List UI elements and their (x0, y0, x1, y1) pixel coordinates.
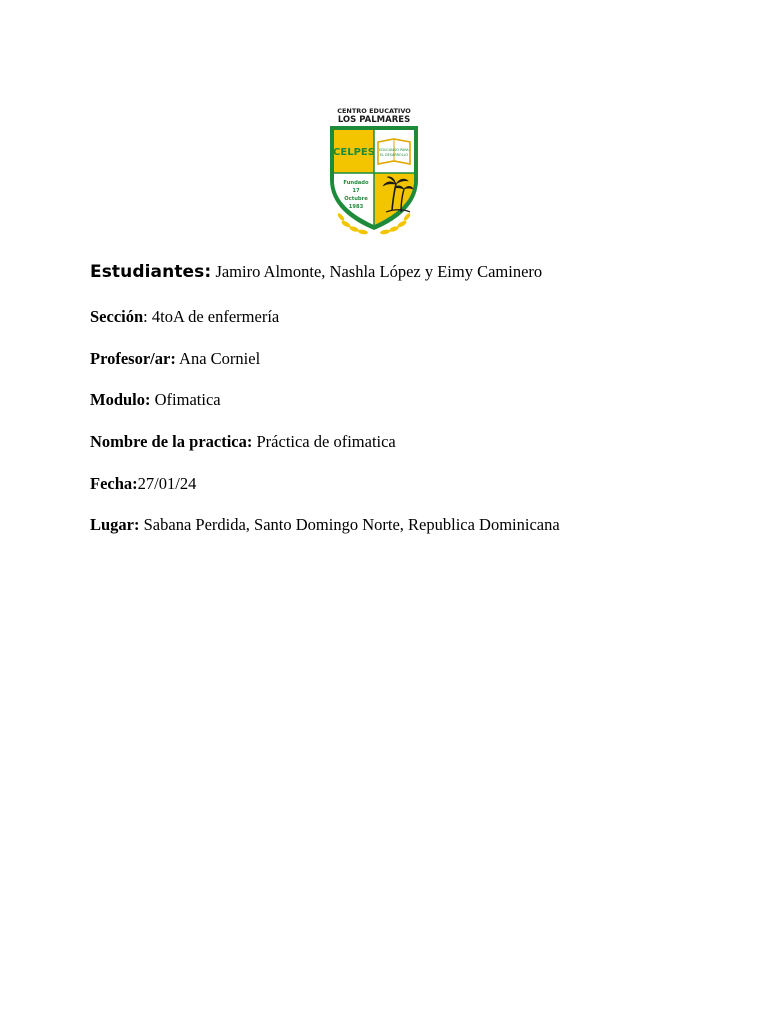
school-logo (306, 92, 442, 238)
field-label: Sección (90, 307, 144, 326)
field-value: Ofimatica (150, 390, 221, 409)
field-value: : 4toA de enfermería (143, 307, 280, 326)
field-lugar (90, 514, 560, 536)
field-label: Nombre de la practica: (90, 432, 253, 451)
field-label: Estudiantes: (90, 262, 212, 282)
field-modulo (90, 389, 221, 411)
field-profesor (90, 348, 260, 370)
logo-top-text: CENTRO EDUCATIVO (337, 107, 411, 115)
book-text-line2: EL DESARROLLO (379, 153, 409, 157)
field-label: Lugar: (90, 515, 140, 534)
field-value: Ana Corniel (175, 349, 261, 368)
field-label: Modulo: (90, 390, 151, 409)
field-nombre-practica (90, 431, 396, 453)
field-value: Práctica de ofimatica (252, 432, 396, 451)
field-value: Sabana Perdida, Santo Domingo Norte, Republica Dominicana (139, 515, 560, 534)
field-value: 27/01/24 (137, 474, 197, 493)
field-seccion (90, 306, 279, 328)
logo-acronym: CELPES (333, 147, 375, 158)
field-label: Fecha: (90, 474, 138, 493)
field-label: Profesor/ar: (90, 349, 176, 368)
founded-line1: Fundado (343, 180, 369, 186)
logo-name: LOS PALMARES (337, 115, 411, 125)
school-crest (306, 92, 442, 238)
book-text-line1: EDUCANDO PARA (379, 148, 409, 152)
field-fecha (90, 473, 196, 495)
founded-line3: Octubre (344, 196, 368, 202)
founded-line4: 1983 (348, 204, 364, 210)
field-estudiantes (90, 261, 542, 283)
founded-line2: 17 (352, 188, 360, 194)
field-value: Jamiro Almonte, Nashla López y Eimy Caminero (211, 262, 543, 281)
